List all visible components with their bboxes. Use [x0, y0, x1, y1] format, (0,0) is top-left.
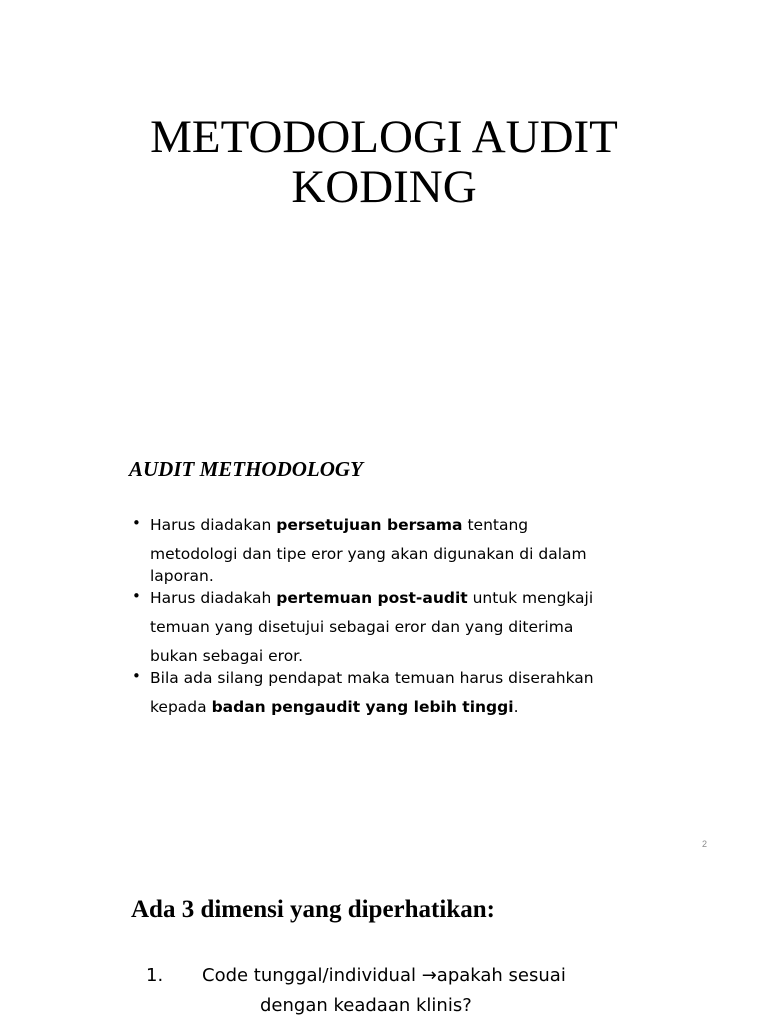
text: untuk mengkaji	[467, 589, 594, 607]
arrow-right-icon: →	[421, 965, 437, 986]
item-line: dengan keadaan klinis?	[260, 995, 472, 1016]
title-slide	[0, 0, 768, 430]
text: Harus diadakan	[150, 516, 277, 534]
slide-title	[0, 112, 768, 212]
text: Harus diadakah	[150, 589, 277, 607]
list-item	[132, 667, 612, 725]
page-number: 2	[702, 839, 708, 849]
emphasis-text: pertemuan post-audit	[276, 589, 468, 607]
bullet-list	[132, 514, 612, 725]
text: tentang	[462, 516, 529, 534]
text: .	[513, 698, 519, 716]
text: kepada	[150, 698, 212, 716]
text: Code tunggal/individual	[202, 965, 422, 986]
text: apakah sesuai	[436, 965, 566, 986]
item-line	[202, 961, 566, 991]
bullet-line	[150, 587, 612, 609]
item-number: 1.	[146, 965, 164, 986]
section-heading: Ada 3 dimensi yang diperhatikan:	[131, 896, 495, 923]
bullet-line: temuan yang disetujui sebagai eror dan yang diterima	[150, 618, 574, 636]
title-line: KODING	[291, 161, 477, 213]
section-heading: AUDIT METHODOLOGY	[129, 457, 363, 481]
list-item	[132, 587, 612, 667]
bullet-icon: •	[132, 514, 141, 532]
emphasis-text: badan pengaudit yang lebih tinggi	[211, 698, 514, 716]
bullet-line	[150, 514, 612, 536]
bullet-line	[150, 689, 612, 725]
bullet-icon: •	[132, 587, 141, 605]
title-line: METODOLOGI AUDIT	[150, 111, 618, 163]
bullet-line: Bila ada silang pendapat maka temuan harus diserahkan	[150, 669, 594, 687]
bullet-line: laporan.	[150, 567, 214, 585]
bullet-icon: •	[132, 667, 141, 685]
audit-methodology-slide	[0, 430, 768, 870]
emphasis-text: persetujuan bersama	[276, 516, 463, 534]
list-item	[132, 514, 612, 587]
dimensions-slide	[0, 870, 768, 1024]
bullet-line: metodologi dan tipe eror yang akan digunakan di dalam	[150, 545, 587, 563]
bullet-line: bukan sebagai eror.	[150, 647, 304, 665]
